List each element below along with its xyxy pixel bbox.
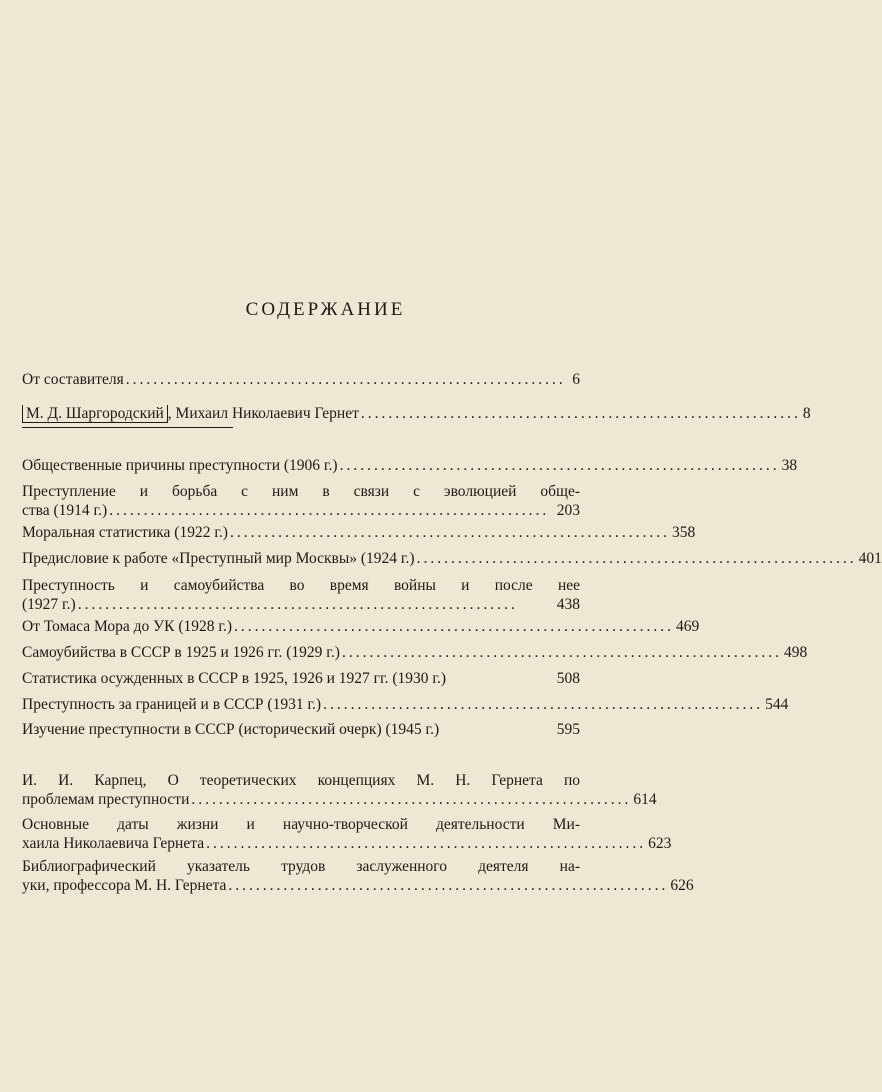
leader-dots: ................................................................ (229, 524, 670, 541)
leader-dots: ................................................................ (109, 502, 550, 519)
toc-entry[interactable] (22, 815, 672, 853)
toc-entry-title: Предисловие к работе «Преступный мир Москвы» (1924 г.) (22, 550, 415, 567)
toc-entry-title: Преступность за границей и в СССР (1931 г.) (22, 696, 322, 713)
toc-entry-title-line1: Основные даты жизни и научно-творческой деятельности Ми- (22, 816, 580, 833)
toc-entry-page: 38 (781, 457, 798, 474)
toc-entry[interactable] (22, 370, 580, 389)
toc-entry-title-line1: И. И. Карпец, О теоретических концепциях М. Н. Гернета по (22, 772, 580, 789)
toc-entry-title: Изучение преступности в СССР (исторический очерк) (1945 г.) (22, 721, 440, 738)
author-name-boxed: М. Д. Шаргородский (22, 405, 168, 423)
toc-entry-page: 358 (671, 524, 696, 541)
leader-dots: ................................................................ (77, 596, 518, 613)
toc-entry-title: Общественные причины преступности (1906 г.) (22, 457, 338, 474)
toc-entry-page: 401 (858, 550, 882, 567)
toc-entry[interactable] (22, 576, 580, 614)
toc-entry[interactable] (22, 857, 694, 895)
toc-entry[interactable] (22, 549, 882, 568)
toc-entry[interactable] (22, 643, 808, 662)
toc-entry-page: 614 (633, 791, 657, 808)
toc-entry-title: Самоубийства в СССР в 1925 и 1926 гг. (1929 г.) (22, 644, 340, 661)
toc-entry[interactable] (22, 456, 798, 475)
toc-entry-page: 469 (676, 618, 700, 635)
leader-dots: ................................................................ (416, 550, 857, 567)
toc-entry-title: Моральная статистика (1922 г.) (22, 524, 228, 541)
leader-dots: ................................................................ (341, 644, 782, 661)
toc-entry[interactable] (22, 695, 789, 714)
toc-entry-title-line1: Библиографический указатель трудов заслуженного деятеля на- (22, 858, 580, 875)
toc-entry-title: проблемам преступности (22, 791, 190, 808)
toc-entry-title: Статистика осужденных в СССР в 1925, 1926 и 1927 гг. (1930 г.) (22, 670, 447, 687)
toc-entry[interactable] (22, 771, 657, 809)
toc-entry-page: 595 (556, 721, 580, 738)
leader-dots: ................................................................ (360, 405, 801, 422)
toc-entry-page: 438 (556, 596, 580, 613)
separator-rule (22, 427, 233, 428)
leader-dots: ................................................................ (234, 618, 675, 635)
leader-dots: ................................................................ (125, 371, 566, 388)
toc-entry[interactable] (22, 617, 700, 636)
leader-dots: ................................................................ (228, 877, 669, 894)
leader-dots: ................................................................ (323, 696, 764, 713)
toc-entry-title: От Томаса Мора до УК (1928 г.) (22, 618, 233, 635)
toc-entry-title: ства (1914 г.) (22, 502, 108, 519)
toc-entry-page: 623 (648, 835, 672, 852)
toc-entry-page: 203 (556, 502, 580, 519)
toc-entry[interactable] (22, 720, 580, 739)
toc-entry[interactable] (22, 482, 580, 520)
toc-entry-page: 626 (670, 877, 694, 894)
toc-entry-title: хаила Николаевича Гернета (22, 835, 205, 852)
toc-entry-title: уки, профессора М. Н. Гернета (22, 877, 227, 894)
leader-dots: ................................................................ (191, 791, 632, 808)
toc-entry-title: , Михаил Николаевич Гернет (167, 405, 359, 422)
toc-entry-page: 498 (783, 644, 808, 661)
page-title: СОДЕРЖАНИЕ (245, 299, 406, 320)
toc-entry-title-line1: Преступность и самоубийства во время войны и после нее (22, 577, 580, 594)
toc-entry-title: От составителя (22, 371, 124, 388)
toc-entry-title: (1927 г.) (22, 596, 76, 613)
toc-entry-page: 508 (556, 670, 580, 687)
toc-entry-page: 544 (765, 696, 789, 713)
toc-entry-page: 8 (802, 405, 811, 422)
toc-entry-page: 6 (572, 371, 580, 388)
toc-entry-title-line1: Преступление и борьба с ним в связи с эволюцией обще- (22, 483, 580, 500)
leader-dots: ................................................................ (339, 457, 780, 474)
toc-entry[interactable] (22, 669, 580, 688)
toc-entry[interactable] (22, 404, 811, 423)
leader-dots: ................................................................ (206, 835, 647, 852)
toc-entry[interactable] (22, 523, 696, 542)
